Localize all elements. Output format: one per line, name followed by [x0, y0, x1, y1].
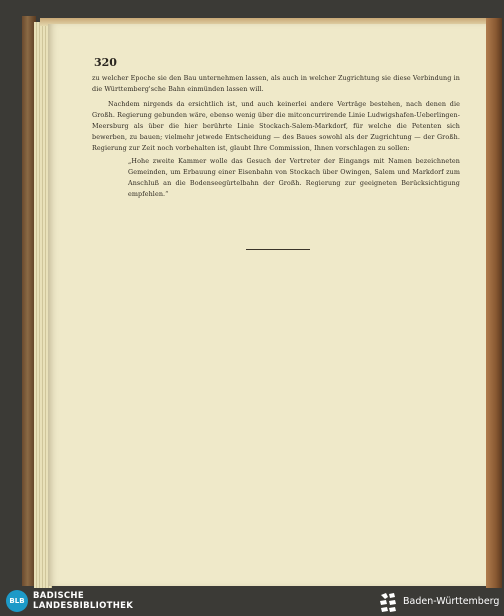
baden-wuerttemberg-crest-icon — [378, 591, 398, 613]
blb-logo[interactable]: BLB — [6, 590, 28, 612]
paragraph-1: zu welcher Epoche sie den Bau unternehmen lassen, als auch in welcher Zugrichtung sie diese Verbindung in die Württemberg'sche Bahn einmünden lassen will. — [92, 74, 460, 93]
page-number: 320 — [94, 56, 117, 69]
book-cover-right — [486, 18, 502, 590]
library-name-line2: LANDESBIBLIOTHEK — [33, 601, 134, 611]
paragraph-2: Nachdem nirgends da ersichtlich ist, und auch keinerlei andere Verträge bestehen, nach denen die Großh. Regierung gebunden wäre, ebenso wenig über die mitconcurrirende Linie Ludwigshafen-Ueberlingen-Meersburg als über die hier berührte Linie Stockach-Salem-Markdorf, für welche die Petenten sich bewerben, zu bauen; vielmehr jetwede Entscheidung — des Baues sowohl als der Zugrichtung — der Großh. Regierung zur Zeit noch vorbehalten ist, glaubt Ihre Commission, Ihnen vorschlagen zu sollen: — [92, 100, 460, 152]
library-name[interactable] — [33, 591, 133, 611]
section-divider — [246, 249, 310, 250]
library-name-line1: BADISCHE — [33, 591, 84, 601]
state-name[interactable]: Baden-Württemberg — [403, 596, 500, 607]
quoted-proposal: „Hohe zweite Kammer wolle das Gesuch der Vertreter der Eingangs mit Namen bezeichneten Gemeinden, um Erbauung einer Eisenbahn von Stockach über Owingen, Salem und Markdorf zum Anschluß an die Bodenseegürtelbahn der Großh. Regierung zur geeigneten Berücksichtigung empfehlen.“ — [128, 157, 460, 198]
